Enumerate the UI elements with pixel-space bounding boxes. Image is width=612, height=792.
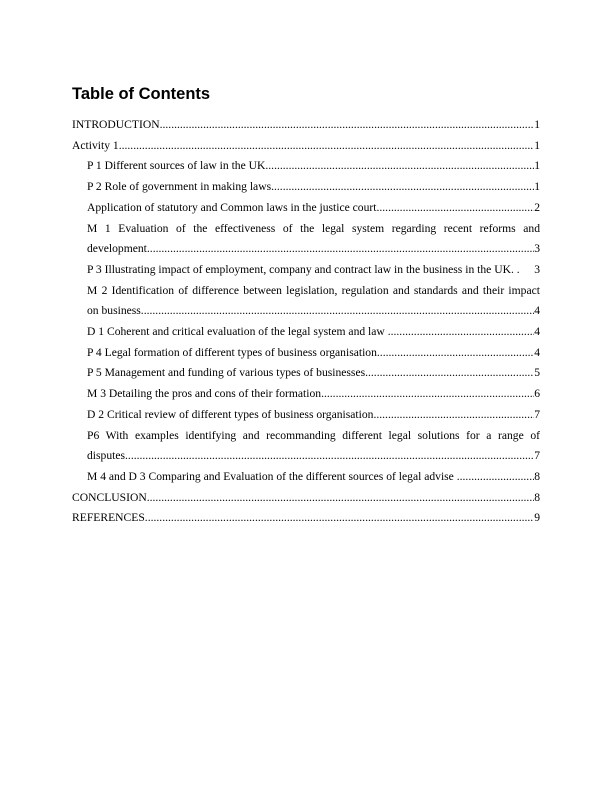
- toc-page-number: 4: [534, 345, 540, 359]
- toc-entry-label: D 2 Critical review of different types of business organisation: [87, 407, 374, 421]
- dot-leader: [377, 343, 534, 364]
- toc-entry-label: M 3 Detailing the pros and cons of their formation: [87, 387, 322, 401]
- dot-leader: [365, 363, 534, 384]
- toc-entry-p5[interactable]: [87, 363, 540, 384]
- toc-entry-label: P 2 Role of government in making laws: [87, 180, 272, 194]
- toc-entry-label: Activity 1: [72, 138, 119, 152]
- toc-page-number: 3: [534, 242, 540, 256]
- toc-page-number: 1: [534, 118, 540, 131]
- dot-leader: [265, 156, 534, 177]
- dot-leader: [147, 239, 534, 260]
- toc-entry-label: disputes: [87, 449, 126, 463]
- toc-entry-label-line-1: M 2 Identification of difference between legislation, regulation and standards and their impact: [87, 283, 540, 297]
- dot-leader: [160, 115, 535, 136]
- toc-entry-label: REFERENCES: [72, 511, 145, 525]
- toc-entry-label: Application of statutory and Common laws in the justice court: [87, 200, 377, 214]
- toc-entry-label: P 1 Different sources of law in the UK: [87, 159, 266, 173]
- toc-page-number: 4: [534, 304, 540, 318]
- toc-entry-label-line-1: P6 With examples identifying and recommanding different legal solutions for a range of: [87, 428, 540, 442]
- toc-entry-activity-1[interactable]: [72, 136, 540, 157]
- toc-entry-m3[interactable]: [87, 384, 540, 405]
- toc-entry-introduction[interactable]: [72, 115, 540, 136]
- dot-leader: [125, 446, 534, 467]
- toc-entry-application-statutory[interactable]: [87, 198, 540, 219]
- toc-entry-p3[interactable]: [87, 260, 540, 281]
- dot-leader: [373, 405, 534, 426]
- toc-entry-m1[interactable]: [87, 219, 540, 260]
- toc-entry-p6[interactable]: [87, 426, 540, 467]
- toc-entry-d2[interactable]: [87, 405, 540, 426]
- toc-page-number: 3: [534, 262, 540, 276]
- toc-page-number: 8: [534, 490, 540, 504]
- toc-entry-label-line-1: M 1 Evaluation of the effectiveness of the legal system regarding recent reforms and: [87, 221, 540, 235]
- toc-page-number: 1: [534, 159, 540, 173]
- toc-entry-label: P 5 Management and funding of various types of businesses: [87, 366, 366, 380]
- toc-page-number: 7: [534, 449, 540, 463]
- toc-page-number: 5: [534, 366, 540, 380]
- toc-entry-p2[interactable]: [87, 177, 540, 198]
- toc-page-number: 8: [534, 469, 540, 483]
- toc-entry-p1[interactable]: [87, 156, 540, 177]
- dot-leader: [119, 136, 535, 157]
- toc-entry-d1[interactable]: [87, 322, 540, 343]
- toc-entry-m2[interactable]: [87, 281, 540, 322]
- dot-leader: [147, 488, 534, 509]
- toc-entry-m4-d3[interactable]: [87, 467, 540, 488]
- toc-entry-label: development: [87, 242, 147, 256]
- toc-entry-label: on business: [87, 304, 141, 318]
- table-of-contents: [72, 115, 540, 529]
- toc-entry-p4[interactable]: [87, 343, 540, 364]
- dot-leader: [141, 301, 534, 322]
- dot-leader: [145, 508, 534, 529]
- toc-page-number: 9: [534, 511, 540, 525]
- toc-page-number: 7: [534, 407, 540, 421]
- toc-entry-label: INTRODUCTION: [72, 118, 160, 131]
- toc-entry-label: P 4 Legal formation of different types of business organisation: [87, 345, 377, 359]
- dot-leader: [457, 467, 534, 488]
- toc-page-number: 1: [534, 180, 540, 194]
- toc-entry-label: M 4 and D 3 Comparing and Evaluation of the different sources of legal advise: [87, 469, 457, 483]
- toc-entry-conclusion[interactable]: [72, 488, 540, 509]
- toc-entry-label: CONCLUSION: [72, 490, 147, 504]
- toc-page-number: 4: [534, 325, 540, 339]
- toc-heading: Table of Contents: [72, 85, 211, 103]
- dot-leader: [321, 384, 534, 405]
- dot-leader: [388, 322, 535, 343]
- toc-page-number: 6: [534, 387, 540, 401]
- toc-page-number: 2: [534, 200, 540, 214]
- toc-entry-references[interactable]: [72, 508, 540, 529]
- dot-leader: [376, 198, 534, 219]
- toc-entry-label: D 1 Coherent and critical evaluation of the legal system and law: [87, 325, 388, 339]
- toc-page-number: 1: [534, 138, 540, 152]
- toc-entry-label: P 3 Illustrating impact of employment, company and contract law in the business in the UK. .: [87, 262, 520, 276]
- dot-leader: [271, 177, 534, 198]
